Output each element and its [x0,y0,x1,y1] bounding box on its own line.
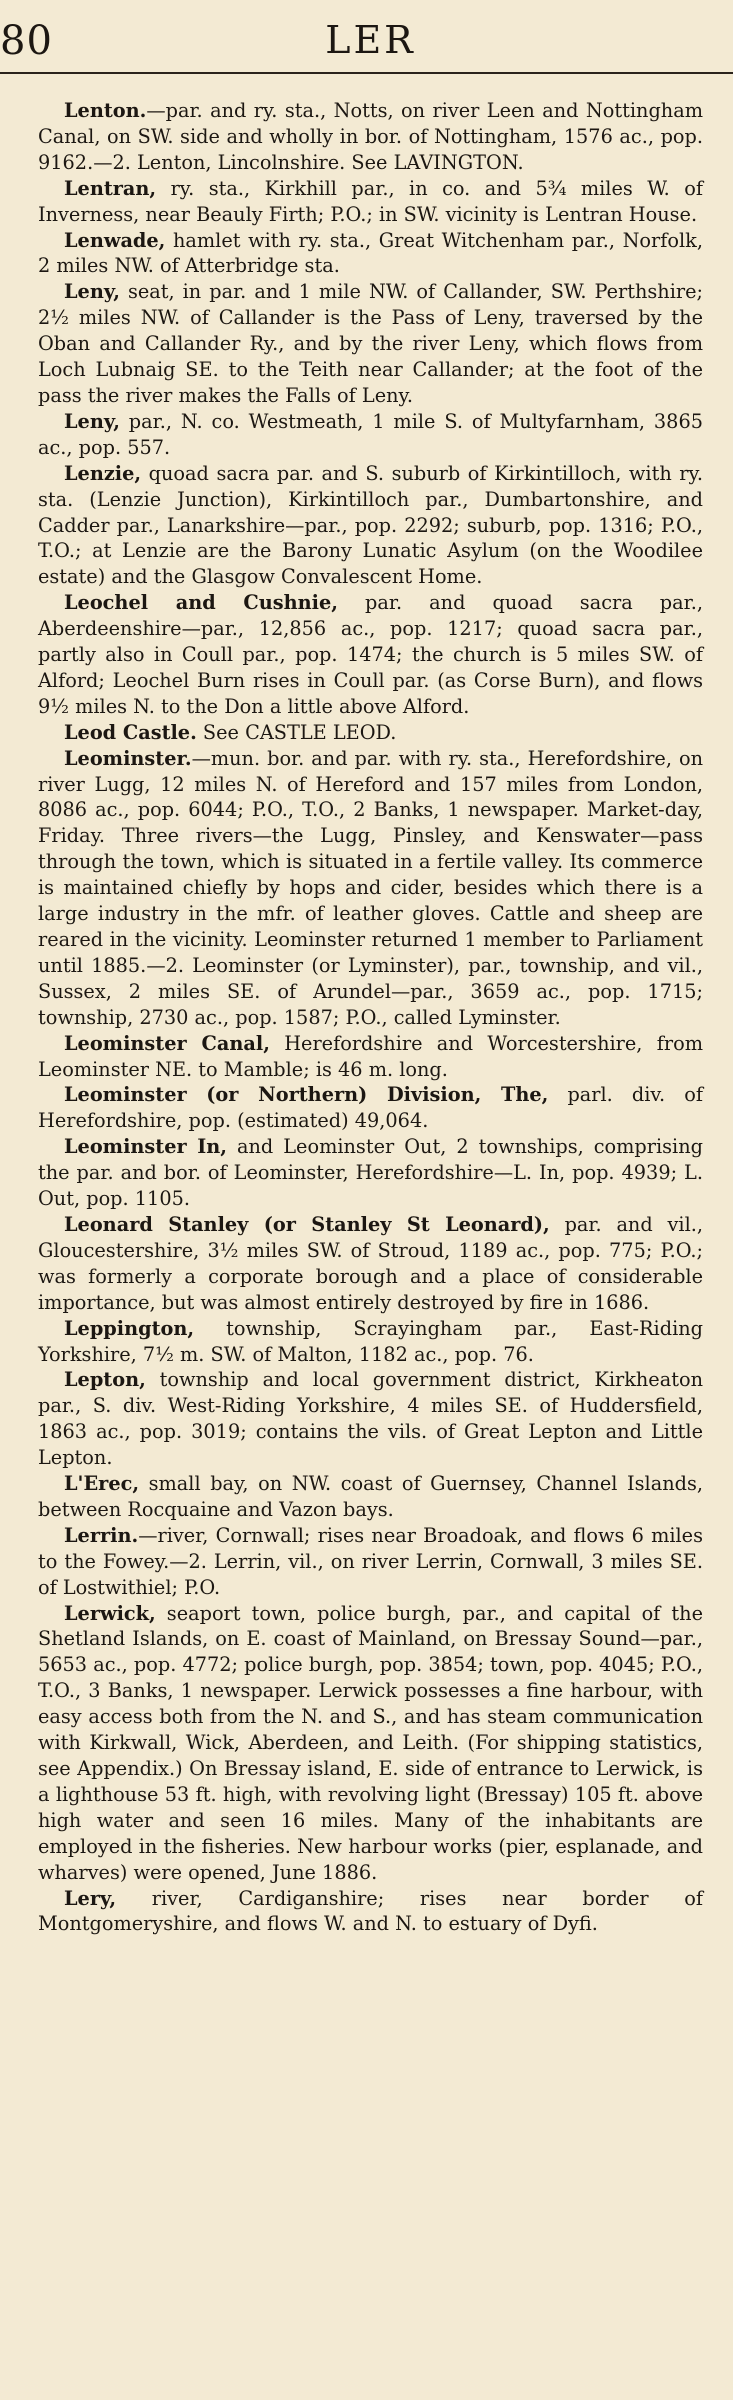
entry-headword: Leominster Canal, [64,1031,270,1055]
entry-headword: Leppington, [64,1316,195,1340]
entry-leochel [38,590,703,720]
entry-text: par., N. co. Westmeath, 1 mile S. of Multyfarnham, 3865 ac., pop. 557. [38,409,703,459]
entry-headword: Lepton, [64,1368,146,1392]
entry-text: par. and vil., Gloucestershire, 3½ miles SW. of Stroud, 1189 ac., pop. 775; P.O.; was formerly a corporate borough and a place of considerable importance, but was almost entirely destroyed by fire in 1686. [38,1212,703,1314]
entry-headword: Leny, [64,409,120,433]
entry-headword: Lerwick, [64,1601,156,1625]
entry-leominster-canal [38,1031,703,1083]
entry-text: seaport town, police burgh, par., and capital of the Shetland Islands, on E. coast of Mainland, on Bressay Sound—par., 5653 ac., pop. 4772; police burgh, pop. 3854; town, pop. 4045; P.O., T.O., 3 Banks, 1 newspaper. Lerwick possesses a fine harbour, with easy access both from the N. and S., and has steam communication with Kirkwall, Wick, Aberdeen, and Leith. (For shipping statistics, see Appendix.) On Bressay island, E. side of entrance to Lerwick, is a lighthouse 53 ft. high, with revolving light (Bressay) 105 ft. above high water and seen 16 miles. Many of the inhabitants are employed in the fisheries. New harbour works (pier, esplanade, and wharves) were opened, June 1886. [38,1601,703,1884]
entry-lerec [38,1471,703,1523]
entry-text: See CASTLE LEOD. [196,720,397,744]
entry-text: Herefordshire and Worcestershire, from Leominster NE. to Mamble; is 46 m. long. [38,1031,703,1081]
entry-text: township and local government district, Kirkheaton par., S. div. West-Riding Yorkshire, 4 miles SE. of Huddersfield, 1863 ac., pop. 3019; contains the vils. of Great Lepton and Little Lepton. [38,1368,703,1470]
header-rule [0,72,733,74]
entry-headword: Leominster. [64,746,192,770]
entry-headword: Lenwade, [64,228,166,252]
entry-leominster-in [38,1134,703,1212]
entry-text: ry. sta., Kirkhill par., in co. and 5¾ miles W. of Inverness, near Beauly Firth; P.O.; in SW. vicinity is Lentran House. [38,176,703,226]
entry-leominster [38,746,703,1031]
entry-headword: Lery, [64,1886,117,1910]
entry-leod-castle [38,720,703,746]
entry-text: seat, in par. and 1 mile NW. of Callander, SW. Perthshire; 2½ miles NW. of Callander is the Pass of Leny, traversed by the Oban and Callander Ry., and by the river Leny, which flows from Loch Lubnaig SE. to the Teith near Callander; at the foot of the pass the river makes the Falls of Leny. [38,280,703,407]
entry-leny-seat [38,279,703,409]
entry-text: township, Scrayingham par., East-Riding Yorkshire, 7½ m. SW. of Malton, 1182 ac., pop. 76. [38,1316,703,1366]
entry-text: quoad sacra par. and S. suburb of Kirkintilloch, with ry. sta. (Lenzie Junction), Kirkintilloch par., Dumbartonshire, and Cadder par., Lanarkshire—par., pop. 2292; suburb, pop. 1316; P.O., T.O.; at Lenzie are the Barony Lunatic Asylum (on the Woodilee estate) and the Glasgow Convalescent Home. [38,461,703,589]
entry-text: hamlet with ry. sta., Great Witchenham par., Norfolk, 2 miles NW. of Atterbridge sta. [38,228,703,278]
entry-text: —river, Cornwall; rises near Broadoak, and flows 6 miles to the Fowey.—2. Lerrin, vil., on river Lerrin, Cornwall, 3 miles SE. of Lostwithiel; P.O. [38,1523,703,1599]
entry-headword: Lerrin. [64,1523,139,1547]
entry-headword: Leny, [64,280,120,304]
entry-list [38,98,703,1937]
page-number: 80 [0,18,53,64]
entry-headword: Leominster (or Northern) Division, The, [64,1083,549,1107]
entry-text: —mun. bor. and par. with ry. sta., Herefordshire, on river Lugg, 12 miles N. of Hereford and 157 miles from London, 8086 ac., pop. 6044; P.O., T.O., 2 Banks, 1 newspaper. Market-day, Friday. Three rivers—the Lugg, Pinsley, and Kenswater—pass through the town, which is situated in a fertile valley. Its commerce is maintained chiefly by hops and cider, besides which there is a large industry in the mfr. of leather gloves. Cattle and sheep are reared in the vicinity. Leominster returned 1 member to Parliament until 1885.—2. Leominster (or Lyminster), par., township, and vil., Sussex, 2 miles SE. of Arundel—par., 3659 ac., pop. 1715; township, 2730 ac., pop. 1587; P.O., called Lyminster. [38,746,703,1029]
entry-text: river, Cardiganshire; rises near border of Montgomeryshire, and flows W. and N. to estuary of Dyfi. [38,1886,703,1936]
entry-lenwade [38,228,703,280]
entry-text: —par. and ry. sta., Notts, on river Leen and Nottingham Canal, on SW. side and wholly in bor. of Nottingham, 1576 ac., pop. 9162.—2. Lenton, Lincolnshire. See LAVINGTON. [38,99,703,174]
entry-headword: L'Erec, [64,1472,140,1496]
running-head: LER [325,18,416,62]
entry-text: small bay, on NW. coast of Guernsey, Channel Islands, between Rocquaine and Vazon bays. [38,1472,703,1521]
entry-text: par. and quoad sacra par., Aberdeenshire—par., 12,856 ac., pop. 1217; quoad sacra par., partly also in Coull par., pop. 1474; the church is 5 miles SW. of Alford; Leochel Burn rises in Coull par. (as Corse Burn), and flows 9½ miles N. to the Don a little above Alford. [38,591,703,718]
entry-headword: Leochel and Cushnie, [64,591,338,615]
page-header [0,0,703,64]
entry-text: and Leominster Out, 2 townships, comprising the par. and bor. of Leominster, Herefordshire—L. In, pop. 4939; L. Out, pop. 1105. [38,1135,703,1211]
entry-headword: Leonard Stanley (or Stanley St Leonard), [64,1212,550,1236]
entry-headword: Leod Castle. [64,720,197,744]
entry-lery [38,1886,703,1938]
entry-leonard-stanley [38,1212,703,1316]
entry-lenton [38,98,703,176]
entry-leny-par [38,409,703,461]
entry-lenzie [38,461,703,591]
entry-lerwick [38,1601,703,1886]
entry-lepton [38,1367,703,1471]
entry-leominster-division [38,1082,703,1134]
entry-text: parl. div. of Herefordshire, pop. (estimated) 49,064. [38,1083,703,1133]
entry-headword: Leominster In, [64,1135,227,1159]
entry-lerrin [38,1523,703,1601]
entry-leppington [38,1316,703,1368]
entry-headword: Lenzie, [64,461,142,485]
entry-headword: Lenton. [64,99,147,122]
entry-lentran [38,176,703,228]
entry-headword: Lentran, [64,176,157,200]
